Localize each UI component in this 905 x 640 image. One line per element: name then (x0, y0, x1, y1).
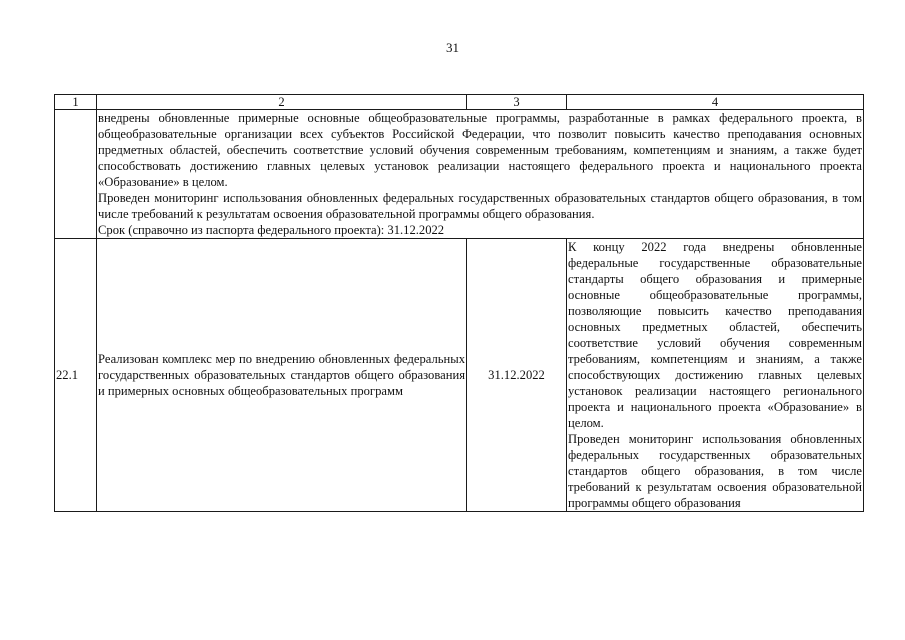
header-col-4: 4 (567, 95, 864, 110)
row-description: Реализован комплекс мер по внедрению обновленных федеральных государственных образовательных стандартов общего образования и примерных основных общеобразовательных программ (97, 239, 467, 512)
merged-paragraph: Срок (справочно из паспорта федерального проекта): 31.12.2022 (98, 223, 445, 237)
table-header-row (55, 95, 864, 110)
result-paragraph: К концу 2022 года внедрены обновленные федеральные государственные образовательные стандарты общего образования и примерные основные общеобразовательные программы, позволяющие повысить качество преподавания основных предметных областей, обеспечить соответствие условий обучения современным требованиям, компетенциям и знаниям, а также способствующих достижению главных целевых установок реализации настоящего регионального проекта и национального проекта «Образование» в целом. (568, 240, 862, 430)
row-date: 31.12.2022 (467, 239, 567, 512)
empty-number-cell (55, 110, 97, 239)
result-paragraph: Проведен мониторинг использования обновленных федеральных государственных образовательных стандартов общего образования, в том числе требований к результатам освоения образовательной программы общего образования (568, 432, 862, 510)
table-row (55, 239, 864, 512)
page-number: 31 (446, 40, 459, 55)
merged-paragraph: Проведен мониторинг использования обновленных федеральных государственных образовательных стандартов общего образования, в том числе требований к результатам освоения образовательной программы общего образования. (98, 191, 862, 221)
header-col-3: 3 (467, 95, 567, 110)
row-number: 22.1 (55, 239, 97, 512)
row-result (567, 239, 864, 512)
merged-text-cell (97, 110, 864, 239)
merged-paragraph: внедрены обновленные примерные основные общеобразовательные программы, разработанные в рамках федерального проекта, в общеобразовательные организации всех субъектов Российской Федерации, что позволит повысить качество преподавания основных предметных областей, обеспечить соответствие условий обучения современным требованиям, компетенциям и знаниям, а также будет способствовать достижению главных целевых установок реализации настоящего федерального проекта и национального проекта «Образование» в целом. (98, 111, 862, 189)
merged-row (55, 110, 864, 239)
document-table (54, 94, 864, 512)
header-col-2: 2 (97, 95, 467, 110)
header-col-1: 1 (55, 95, 97, 110)
